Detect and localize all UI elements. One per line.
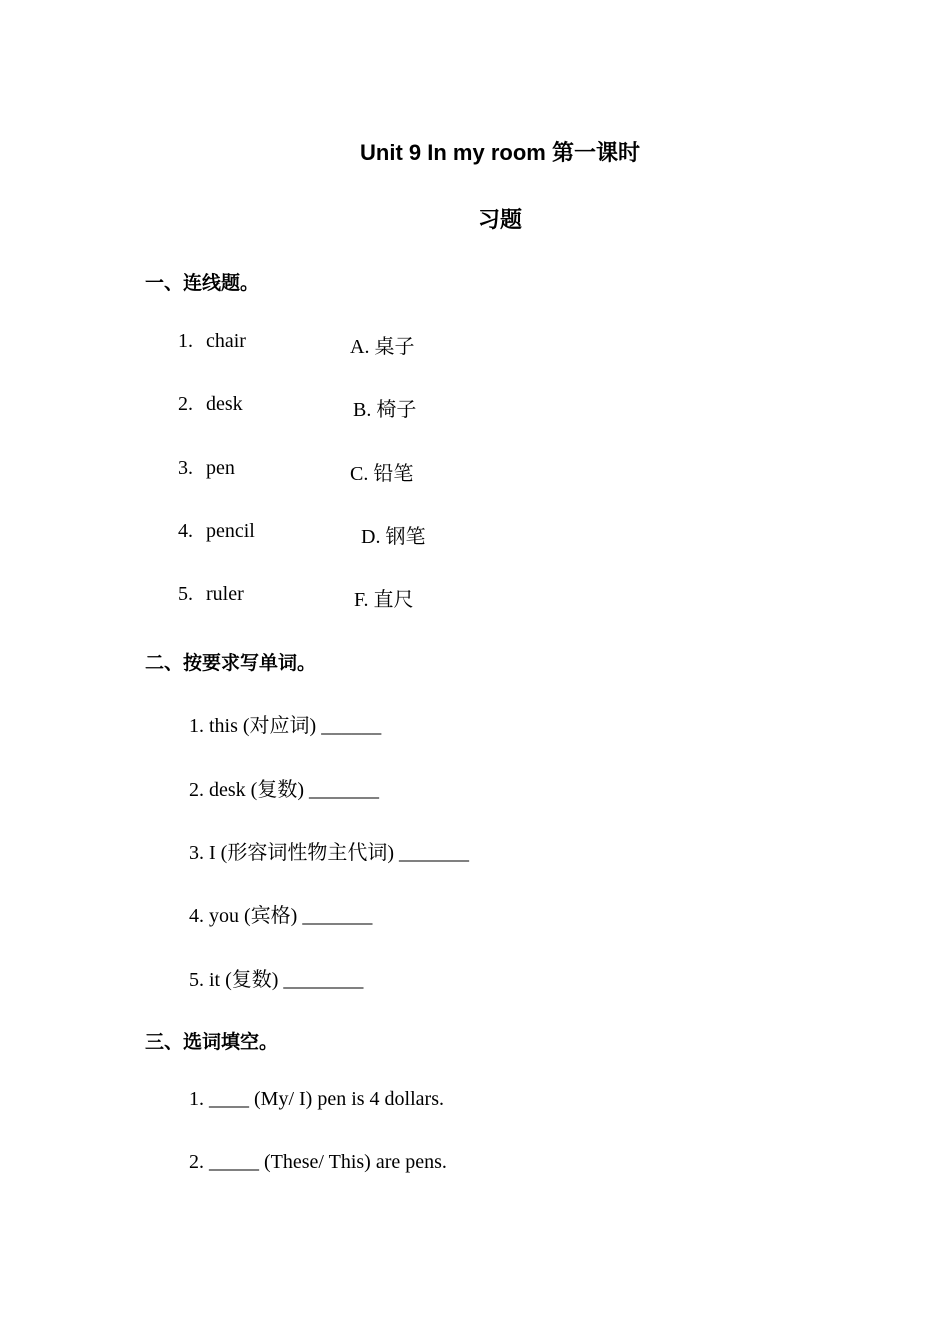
matching-option: D. 钢笔 [361,526,426,548]
question-item: 1. ____ (My/ I) pen is 4 dollars. [189,1088,444,1110]
question-item: 2. _____ (These/ This) are pens. [189,1151,447,1173]
matching-number: 3. [178,457,193,479]
question-item: 5. it (复数) ________ [189,969,364,991]
matching-number: 1. [178,330,193,352]
matching-number: 2. [178,393,193,415]
matching-word: pen [206,457,235,479]
section-heading-matching: 一、连线题。 [145,272,260,294]
matching-word: pencil [206,520,255,542]
matching-option: A. 桌子 [350,336,415,358]
document-title: Unit 9 In my room 第一课时 [360,140,640,165]
document-subtitle: 习题 [477,207,522,232]
matching-word: chair [206,330,246,352]
matching-number: 5. [178,583,193,605]
question-item: 1. this (对应词) ______ [189,715,382,737]
section-heading-fill-blanks: 三、选词填空。 [145,1031,279,1053]
section-heading-write-words: 二、按要求写单词。 [145,652,317,674]
question-item: 3. I (形容词性物主代词) _______ [189,842,469,864]
matching-word: ruler [206,583,244,605]
matching-option: B. 椅子 [353,399,417,421]
question-item: 4. you (宾格) _______ [189,905,373,927]
question-item: 2. desk (复数) _______ [189,779,379,801]
matching-word: desk [206,393,243,415]
matching-option: C. 铅笔 [350,463,414,485]
matching-number: 4. [178,520,193,542]
matching-option: F. 直尺 [354,589,414,611]
